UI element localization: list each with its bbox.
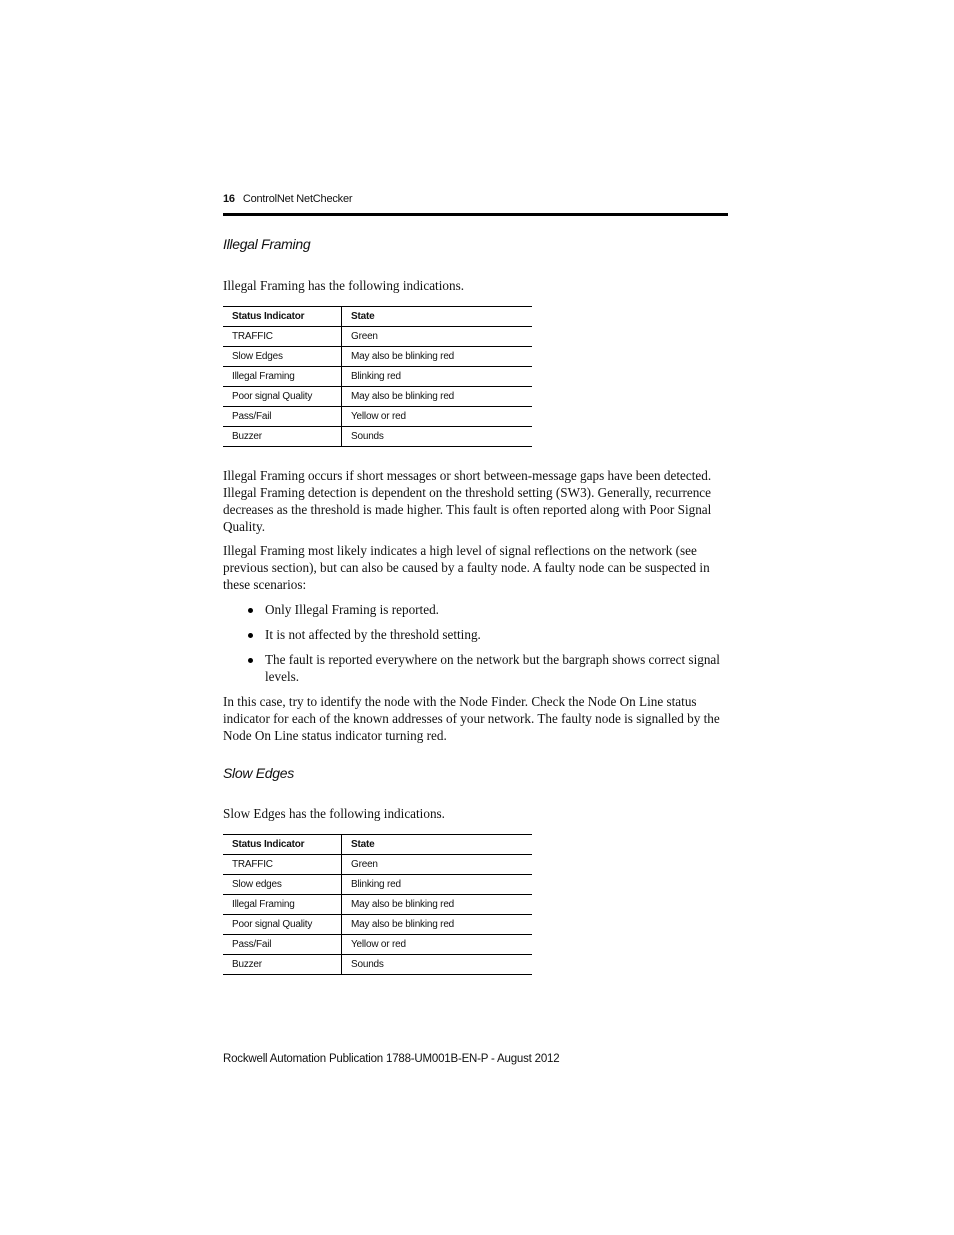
column-header-status-indicator: Status Indicator xyxy=(223,307,342,327)
header-rule xyxy=(223,213,728,216)
column-header-state: State xyxy=(342,307,533,327)
indicator-cell: Poor signal Quality xyxy=(223,915,342,935)
body-paragraph: In this case, try to identify the node with the Node Finder. Check the Node On Line status indicator for each of the known addresses of your network. The faulty node is signalled by the Node On Line status indicator turning red. xyxy=(223,694,720,743)
state-cell: Sounds xyxy=(342,955,533,975)
slow-edges-indicator-table xyxy=(223,834,532,975)
section-heading-slow-edges: Slow Edges xyxy=(223,765,294,781)
table-header-row xyxy=(223,835,532,855)
section-intro-illegal-framing: Illegal Framing has the following indications. xyxy=(223,278,464,293)
list-item-text: It is not affected by the threshold setting. xyxy=(265,627,481,642)
running-header-title: ControlNet NetChecker xyxy=(242,193,353,205)
state-cell: May also be blinking red xyxy=(342,915,533,935)
state-cell: Green xyxy=(342,855,533,875)
table-row xyxy=(223,407,532,427)
table-row xyxy=(223,367,532,387)
indicator-cell: Pass/Fail xyxy=(223,935,342,955)
indicator-cell: Pass/Fail xyxy=(223,407,342,427)
indicator-cell: Poor signal Quality xyxy=(223,387,342,407)
body-paragraph: Illegal Framing most likely indicates a high level of signal reflections on the network (see previous section), but can also be caused by a faulty node. A faulty node can be suspected in these scenarios: xyxy=(223,543,710,592)
state-cell: Yellow or red xyxy=(342,935,533,955)
list-item xyxy=(223,626,729,643)
state-cell: May also be blinking red xyxy=(342,387,533,407)
list-item xyxy=(223,601,729,618)
list-item xyxy=(223,651,729,685)
page-number: 16 xyxy=(223,193,235,205)
indicator-cell: Buzzer xyxy=(223,955,342,975)
table-header-row xyxy=(223,307,532,327)
table-row xyxy=(223,347,532,367)
running-header xyxy=(223,193,352,205)
fault-scenario-list xyxy=(223,601,729,693)
table-row xyxy=(223,875,532,895)
list-item-text: Only Illegal Framing is reported. xyxy=(265,602,439,617)
indicator-cell: Illegal Framing xyxy=(223,367,342,387)
list-item-text: The fault is reported everywhere on the network but the bargraph shows correct signal levels. xyxy=(265,652,720,684)
table-row xyxy=(223,327,532,347)
bullet-icon xyxy=(248,633,253,638)
state-cell: May also be blinking red xyxy=(342,895,533,915)
table-row xyxy=(223,855,532,875)
bullet-icon xyxy=(248,658,253,663)
publication-footer: Rockwell Automation Publication 1788-UM001B-EN-P - August 2012 xyxy=(223,1053,560,1065)
column-header-state: State xyxy=(342,835,533,855)
indicator-cell: Slow edges xyxy=(223,875,342,895)
indicator-cell: Illegal Framing xyxy=(223,895,342,915)
section-heading-illegal-framing: Illegal Framing xyxy=(223,236,311,252)
body-paragraph: Illegal Framing occurs if short messages or short between-message gaps have been detected. Illegal Framing detection is dependent on the threshold setting (SW3). Generally, recurrence decreases as the threshold is made higher. This fault is often reported along with Poor Signal Quality. xyxy=(223,468,712,534)
state-cell: Yellow or red xyxy=(342,407,533,427)
indicator-cell: TRAFFIC xyxy=(223,327,342,347)
indicator-cell: Slow Edges xyxy=(223,347,342,367)
indicator-cell: Buzzer xyxy=(223,427,342,447)
section-intro-slow-edges: Slow Edges has the following indications. xyxy=(223,806,445,821)
table-row xyxy=(223,427,532,447)
state-cell: Green xyxy=(342,327,533,347)
state-cell: Sounds xyxy=(342,427,533,447)
state-cell: Blinking red xyxy=(342,367,533,387)
state-cell: Blinking red xyxy=(342,875,533,895)
bullet-icon xyxy=(248,608,253,613)
table-row xyxy=(223,387,532,407)
state-cell: May also be blinking red xyxy=(342,347,533,367)
table-row xyxy=(223,955,532,975)
indicator-cell: TRAFFIC xyxy=(223,855,342,875)
table-row xyxy=(223,935,532,955)
table-row xyxy=(223,915,532,935)
column-header-status-indicator: Status Indicator xyxy=(223,835,342,855)
table-row xyxy=(223,895,532,915)
illegal-framing-indicator-table xyxy=(223,306,532,447)
